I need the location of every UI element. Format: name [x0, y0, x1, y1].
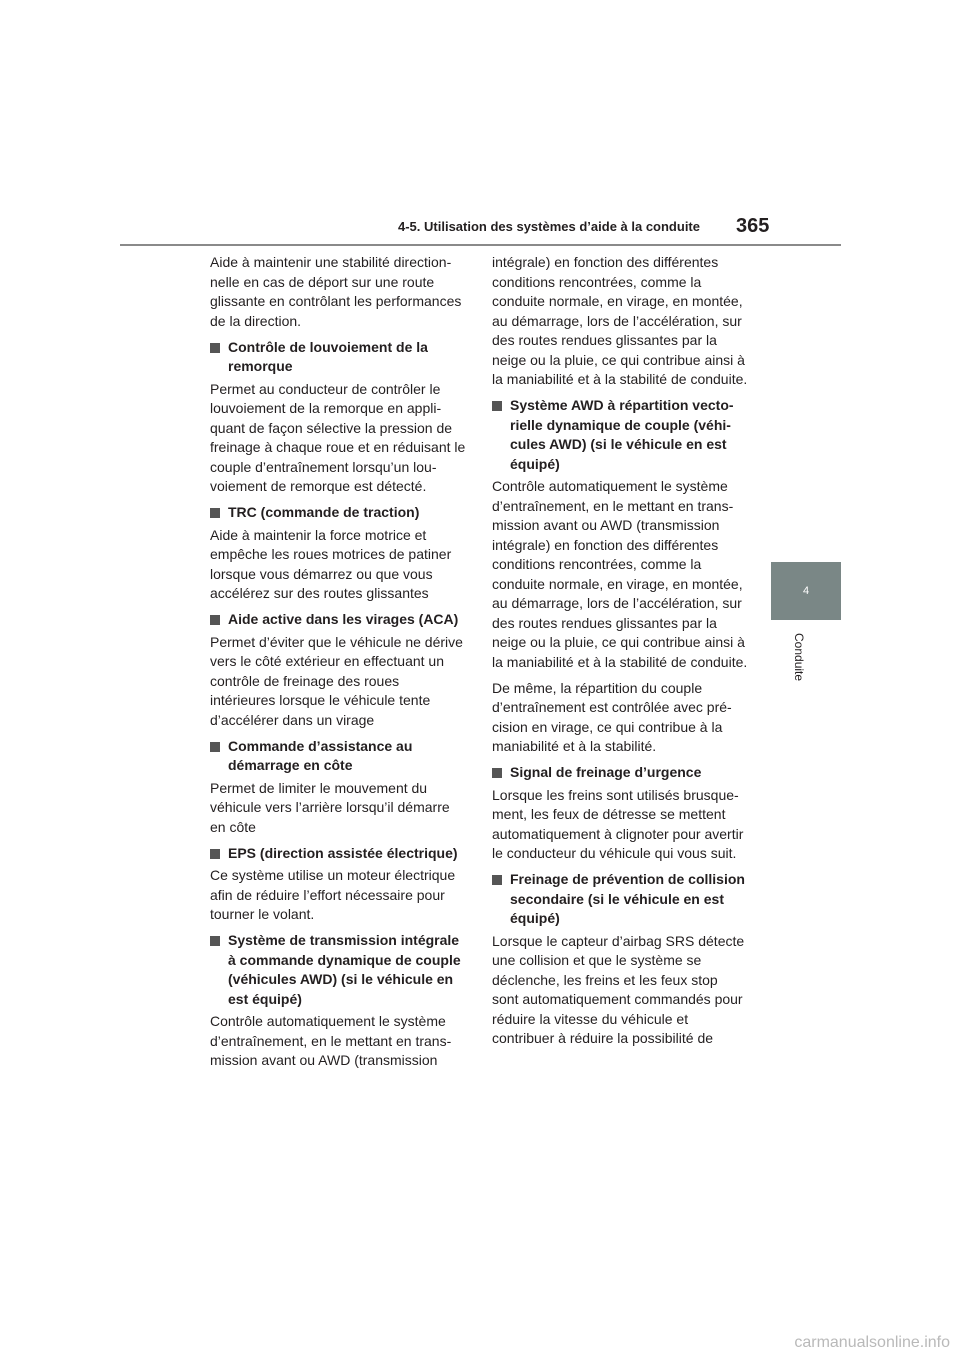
- paragraph: Aide à maintenir la force motrice et empêche les roues motrices de patiner lorsque vous démarrez ou que vous accélérez sur des routes glissantes: [210, 526, 452, 601]
- section-heading: EPS (direction assistée électrique): [210, 844, 466, 864]
- watermark: carmanualsonline.info: [794, 1334, 950, 1351]
- section-heading: Commande d’assistance au démarrage en côte: [210, 737, 466, 776]
- paragraph: Contrôle automatiquement le système d’entraînement, en le mettant en transmission avant ou AWD (transmission intégrale) en fonction des différentes conditions rencontrées, comme la conduite normale, en virage, en montée, au démarrage, lors de l’accélération, sur des routes rendues glissantes par la neige ou la pluie, ce qui contribue ainsi à la maniabilité et à la stabilité de conduite.: [492, 478, 748, 670]
- bullet-square-icon: [210, 615, 220, 625]
- paragraph: Permet au conducteur de contrôler le louvoiement de la remorque en appliquant de façon sélective la pression de freinage à chaque roue et en réduisant le couple d’entraînement lorsqu’un louvoiement de remorque est détecté.: [210, 380, 466, 494]
- header-divider: [120, 244, 841, 246]
- section-heading: Signal de freinage d’urgence: [492, 763, 748, 783]
- chapter-label: Conduite: [792, 633, 806, 682]
- bullet-square-icon: [210, 508, 220, 518]
- section-title: 4-5. Utilisation des systèmes d’aide à la conduite: [398, 219, 700, 234]
- section-heading: Système de transmission intégrale à commande dynamique de couple (véhicules AWD) (si le véhicule en est équipé): [210, 931, 466, 1009]
- paragraph: Aide à maintenir une stabilité directionnelle en cas de déport sur une route glissante en contrôlant les performances de la direction.: [210, 254, 462, 329]
- section-heading: TRC (commande de traction): [210, 503, 466, 523]
- page-number: 365: [736, 215, 770, 237]
- paragraph: De même, la répartition du couple d’entraînement est contrôlée avec précision en virage, ce qui contribue à la maniabilité et à la stabilité.: [492, 679, 732, 754]
- paragraph: Permet d’éviter que le véhicule ne dérive vers le côté extérieur en effectuant un contrôle de freinage des roues intérieures lorsque le véhicule tente d’accélérer dans un virage: [210, 633, 463, 728]
- section-heading: Système AWD à répartition vectorielle dynamique de couple (véhicules AWD) (si le véhicule en est équipé): [492, 396, 748, 474]
- paragraph: Lorsque les freins sont utilisés brusquement, les feux de détresse se mettent automatiquement à clignoter pour avertir le conducteur du véhicule qui vous suit.: [492, 786, 744, 861]
- bullet-square-icon: [492, 768, 502, 778]
- paragraph: intégrale) en fonction des différentes conditions rencontrées, comme la conduite normale, en virage, en montée, au démarrage, lors de l’accélération, sur des routes rendues glissantes par la neige ou la pluie, ce qui contribue ainsi à la maniabilité et à la stabilité de conduite.: [492, 254, 748, 387]
- right-column: [492, 253, 748, 1055]
- section-heading: Freinage de prévention de collision secondaire (si le véhicule en est équipé): [492, 870, 748, 929]
- bullet-square-icon: [210, 849, 220, 859]
- left-column: [210, 253, 466, 1077]
- section-heading: Aide active dans les virages (ACA): [210, 610, 466, 630]
- bullet-square-icon: [210, 936, 220, 946]
- paragraph: Ce système utilise un moteur électrique afin de réduire l’effort nécessaire pour tourner le volant.: [210, 867, 456, 922]
- bullet-square-icon: [210, 343, 220, 353]
- bullet-square-icon: [210, 742, 220, 752]
- paragraph: Lorsque le capteur d’airbag SRS détecte une collision et que le système se déclenche, les freins et les feux stop sont automatiquement commandés pour réduire la vitesse du véhicule et contribuer à réduire la possibilité de: [492, 932, 745, 1046]
- bullet-square-icon: [492, 401, 502, 411]
- chapter-tab: 4: [771, 562, 841, 620]
- bullet-square-icon: [492, 875, 502, 885]
- section-heading: Contrôle de louvoiement de la remorque: [210, 338, 466, 377]
- paragraph: Contrôle automatiquement le système d’entraînement, en le mettant en transmission avant ou AWD (transmission: [210, 1013, 452, 1068]
- paragraph: Permet de limiter le mouvement du véhicule vers l’arrière lorsqu’il démarre en côte: [210, 779, 450, 835]
